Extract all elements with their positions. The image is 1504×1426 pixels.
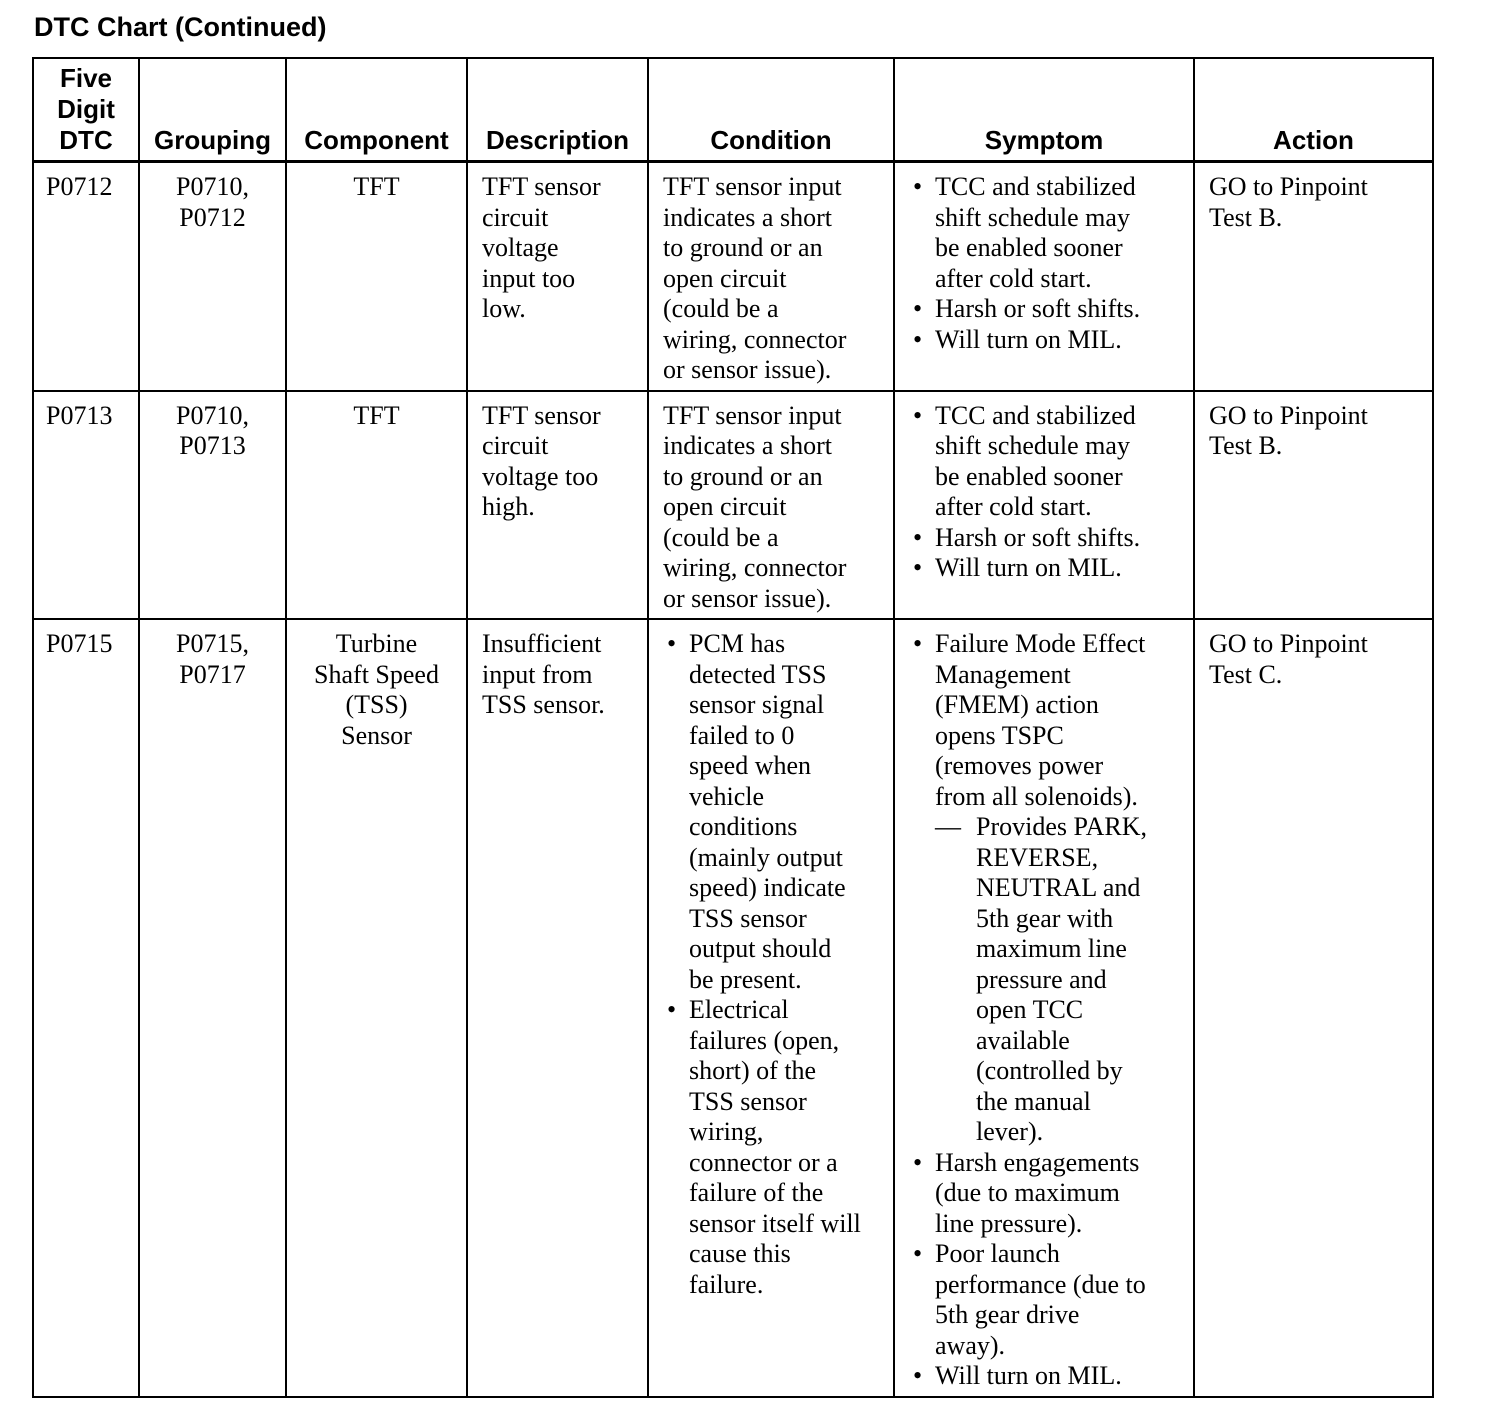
symptom-item bbox=[909, 325, 1185, 356]
component-line: Shaft Speed bbox=[314, 659, 439, 689]
condition-line: failure. bbox=[689, 1269, 764, 1299]
symptom-line: (FMEM) action bbox=[935, 690, 1099, 719]
sub-item-line: REVERSE, bbox=[976, 842, 1099, 872]
condition-line: sensor signal bbox=[689, 690, 825, 719]
symptom-item-list bbox=[909, 401, 1185, 584]
component-cell bbox=[286, 162, 467, 391]
description-line: high. bbox=[482, 492, 535, 521]
table-row bbox=[33, 162, 1433, 391]
condition-item-list bbox=[663, 629, 885, 1300]
description-line: TFT sensor bbox=[482, 172, 601, 201]
action-line: Test B. bbox=[1209, 431, 1283, 460]
symptom-item bbox=[909, 1361, 1185, 1392]
header-symptom: Symptom bbox=[894, 58, 1194, 162]
condition-line: indicates a short bbox=[663, 202, 832, 232]
condition-line: output should bbox=[689, 934, 832, 963]
symptom-line: line pressure). bbox=[935, 1208, 1083, 1238]
condition-line: connector or a bbox=[689, 1147, 838, 1177]
header-condition: Condition bbox=[648, 58, 894, 162]
symptom-cell bbox=[894, 162, 1194, 391]
grouping-line: P0712 bbox=[179, 202, 246, 232]
condition-line: • Electrical bbox=[689, 995, 789, 1024]
symptom-line: (due to maximum bbox=[935, 1178, 1120, 1207]
condition-line: speed when bbox=[689, 751, 812, 780]
symptom-item bbox=[909, 172, 1185, 294]
symptom-line: • TCC and stabilized bbox=[935, 172, 1136, 201]
description-line: input too bbox=[482, 263, 576, 293]
condition-item bbox=[663, 629, 885, 995]
dtc-code-cell: P0713 bbox=[33, 391, 139, 620]
symptom-cell bbox=[894, 391, 1194, 620]
sub-item-line: available bbox=[976, 1025, 1070, 1055]
symptom-line: after cold start. bbox=[935, 492, 1092, 521]
symptom-item-list bbox=[909, 629, 1185, 1392]
condition-line: TFT sensor input bbox=[663, 400, 842, 430]
component-cell bbox=[286, 391, 467, 620]
condition-line: indicates a short bbox=[663, 431, 832, 460]
condition-line: be present. bbox=[689, 964, 802, 994]
description-line: circuit bbox=[482, 431, 549, 460]
condition-line: cause this bbox=[689, 1239, 791, 1268]
symptom-line: after cold start. bbox=[935, 263, 1092, 293]
description-cell bbox=[467, 391, 648, 620]
header-component: Component bbox=[286, 58, 467, 162]
condition-line: failed to 0 bbox=[689, 720, 795, 750]
dtc-code-cell: P0712 bbox=[33, 162, 139, 391]
description-cell bbox=[467, 619, 648, 1397]
sub-item-line: NEUTRAL and bbox=[976, 873, 1141, 902]
sub-item-list bbox=[935, 812, 1185, 1148]
sub-item-line: pressure and bbox=[976, 964, 1107, 994]
header-dtc-line: DTC bbox=[59, 125, 113, 155]
symptom-item-list bbox=[909, 172, 1185, 355]
symptom-line: be enabled sooner bbox=[935, 233, 1123, 262]
grouping-line: P0710, bbox=[176, 172, 249, 201]
symptom-line: performance (due to bbox=[935, 1269, 1146, 1299]
component-line: (TSS) bbox=[345, 690, 408, 719]
description-line: Insufficient bbox=[482, 629, 602, 658]
component-line: TFT bbox=[353, 172, 400, 201]
component-line: Sensor bbox=[341, 720, 412, 750]
sub-item-line: 5th gear with bbox=[976, 903, 1114, 933]
symptom-line: be enabled sooner bbox=[935, 461, 1123, 491]
condition-line: • PCM has bbox=[689, 629, 786, 658]
symptom-line: (removes power bbox=[935, 751, 1104, 780]
sub-item-line: maximum line bbox=[976, 934, 1127, 963]
dtc-code-cell: P0715 bbox=[33, 619, 139, 1397]
symptom-line: from all solenoids). bbox=[935, 781, 1138, 811]
symptom-line: opens TSPC bbox=[935, 720, 1064, 750]
condition-line: (could be a bbox=[663, 522, 779, 552]
condition-line: short) of the bbox=[689, 1056, 817, 1085]
action-line: GO to Pinpoint bbox=[1209, 629, 1368, 658]
page-title: DTC Chart (Continued) bbox=[34, 12, 327, 42]
symptom-line: 5th gear drive bbox=[935, 1300, 1080, 1329]
grouping-cell bbox=[139, 162, 286, 391]
symptom-line: away). bbox=[935, 1330, 1006, 1360]
symptom-line: • Poor launch bbox=[935, 1239, 1060, 1268]
action-cell bbox=[1194, 391, 1433, 620]
condition-line: TSS sensor bbox=[689, 1086, 807, 1116]
header-row bbox=[33, 58, 1433, 162]
symptom-line: • Harsh engagements bbox=[935, 1147, 1140, 1177]
symptom-line: • Failure Mode Effect bbox=[935, 629, 1146, 658]
condition-line: wiring, bbox=[689, 1117, 764, 1146]
condition-item bbox=[663, 995, 885, 1300]
sub-item-line: the manual bbox=[976, 1086, 1091, 1116]
condition-line: to ground or an bbox=[663, 233, 823, 262]
condition-line: vehicle bbox=[689, 781, 765, 811]
symptom-item bbox=[909, 1239, 1185, 1361]
condition-line: speed) indicate bbox=[689, 873, 846, 902]
grouping-cell bbox=[139, 619, 286, 1397]
header-five-digit-dtc bbox=[33, 58, 139, 162]
condition-line: to ground or an bbox=[663, 461, 823, 491]
grouping-line: P0710, bbox=[176, 400, 249, 430]
condition-line: open circuit bbox=[663, 492, 787, 521]
symptom-item bbox=[909, 523, 1185, 554]
table-row bbox=[33, 619, 1433, 1397]
description-line: TFT sensor bbox=[482, 400, 601, 430]
sub-item-line: open TCC bbox=[976, 995, 1084, 1024]
symptom-line: • Will turn on MIL. bbox=[935, 553, 1122, 582]
table-row bbox=[33, 391, 1433, 620]
condition-cell bbox=[648, 619, 894, 1397]
sub-item-line: lever). bbox=[976, 1117, 1044, 1146]
header-grouping: Grouping bbox=[139, 58, 286, 162]
sub-item-line: (controlled by bbox=[976, 1056, 1123, 1085]
symptom-line: shift schedule may bbox=[935, 431, 1130, 460]
symptom-line: • Will turn on MIL. bbox=[935, 324, 1122, 354]
grouping-cell bbox=[139, 391, 286, 620]
header-dtc-line: Five bbox=[59, 63, 113, 93]
condition-line: conditions bbox=[689, 812, 798, 841]
symptom-line: • Harsh or soft shifts. bbox=[935, 294, 1141, 323]
description-line: input from bbox=[482, 659, 593, 689]
symptom-line: • Will turn on MIL. bbox=[935, 1361, 1122, 1390]
action-line: Test C. bbox=[1209, 659, 1283, 689]
component-line: TFT bbox=[353, 400, 400, 430]
component-line: Turbine bbox=[335, 629, 418, 658]
action-cell bbox=[1194, 619, 1433, 1397]
action-line: GO to Pinpoint bbox=[1209, 172, 1368, 201]
symptom-item bbox=[909, 401, 1185, 523]
description-line: low. bbox=[482, 294, 526, 323]
symptom-item bbox=[909, 294, 1185, 325]
condition-cell bbox=[648, 162, 894, 391]
grouping-line: P0713 bbox=[179, 431, 246, 460]
condition-line: open circuit bbox=[663, 263, 787, 293]
condition-line: failure of the bbox=[689, 1178, 824, 1207]
condition-line: TSS sensor bbox=[689, 903, 807, 933]
description-line: voltage bbox=[482, 233, 559, 262]
grouping-line: P0717 bbox=[179, 659, 246, 689]
condition-line: TFT sensor input bbox=[663, 172, 842, 201]
grouping-line: P0715, bbox=[176, 629, 249, 658]
condition-line: or sensor issue). bbox=[663, 355, 832, 384]
condition-line: detected TSS bbox=[689, 659, 827, 689]
condition-cell bbox=[648, 391, 894, 620]
symptom-item bbox=[909, 553, 1185, 584]
symptom-line: Management bbox=[935, 659, 1071, 689]
condition-line: (mainly output bbox=[689, 842, 843, 872]
condition-line: wiring, connector bbox=[663, 553, 847, 582]
symptom-item bbox=[909, 1148, 1185, 1240]
symptom-cell bbox=[894, 619, 1194, 1397]
dtc-chart-table bbox=[32, 57, 1434, 1398]
action-line: Test B. bbox=[1209, 202, 1283, 232]
sub-item bbox=[935, 812, 1185, 1148]
header-action: Action bbox=[1194, 58, 1433, 162]
condition-line: (could be a bbox=[663, 294, 779, 323]
description-line: TSS sensor. bbox=[482, 690, 605, 719]
header-description: Description bbox=[467, 58, 648, 162]
description-cell bbox=[467, 162, 648, 391]
symptom-line: • TCC and stabilized bbox=[935, 400, 1136, 430]
description-line: voltage too bbox=[482, 461, 599, 491]
symptom-line: shift schedule may bbox=[935, 202, 1130, 232]
symptom-item bbox=[909, 629, 1185, 1148]
condition-line: failures (open, bbox=[689, 1025, 840, 1055]
component-cell bbox=[286, 619, 467, 1397]
symptom-line: • Harsh or soft shifts. bbox=[935, 522, 1141, 552]
header-dtc-line: Digit bbox=[57, 94, 115, 124]
action-line: GO to Pinpoint bbox=[1209, 400, 1368, 430]
action-cell bbox=[1194, 162, 1433, 391]
condition-line: wiring, connector bbox=[663, 324, 847, 354]
description-line: circuit bbox=[482, 202, 549, 232]
condition-line: sensor itself will bbox=[689, 1208, 861, 1238]
condition-line: or sensor issue). bbox=[663, 583, 832, 613]
sub-item-line: — Provides PARK, bbox=[976, 812, 1147, 841]
